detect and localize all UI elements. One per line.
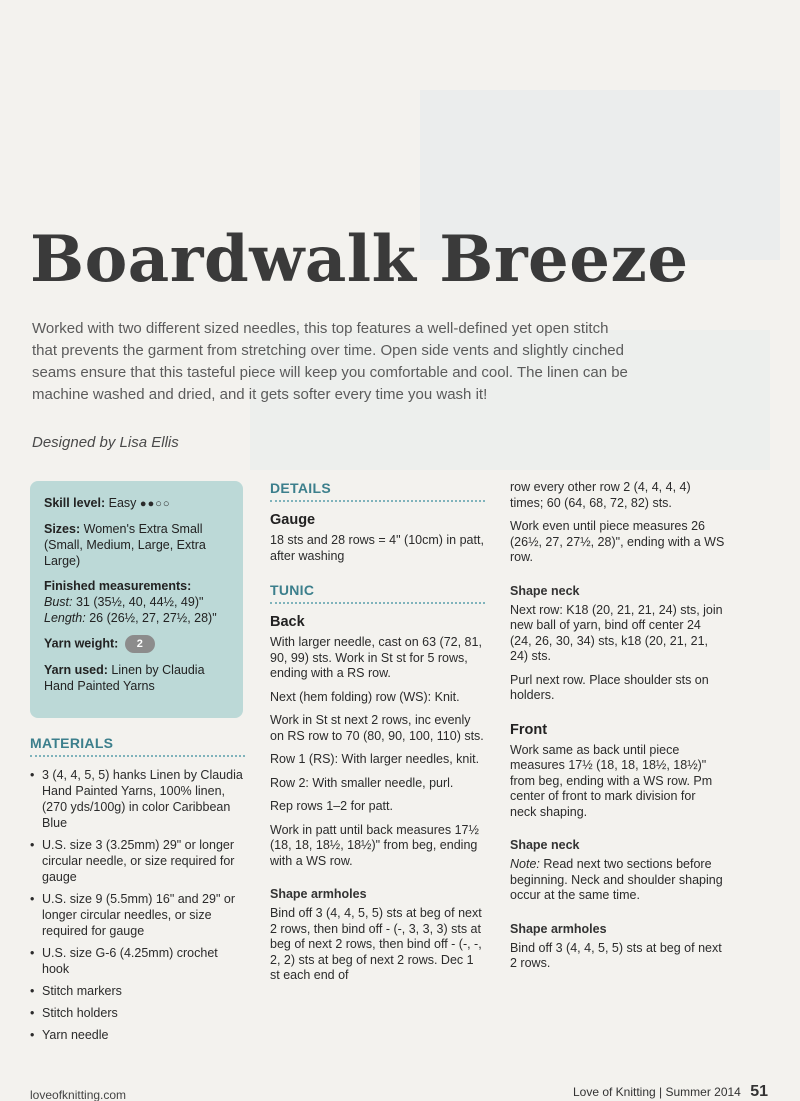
designer-credit: Designed by Lisa Ellis [32, 434, 179, 451]
continued-text: row every other row 2 (4, 4, 4, 4) times; 60 (64, 68, 72, 82) sts. [510, 480, 691, 510]
shape-armholes-heading: Shape armholes [270, 887, 367, 901]
bust-label: Bust: [44, 595, 73, 609]
bust-value: 31 (35½, 40, 44½, 49)" [75, 595, 204, 609]
back-paragraph: Row 1 (RS): With larger needles, knit. [270, 752, 480, 766]
list-item: • Yarn needle [30, 1027, 245, 1043]
length-measurement [44, 610, 231, 626]
skill-level-dots: ●●○○ [139, 498, 171, 510]
back-paragraph: Work in patt until back measures 17½ (18, 18, 18½, 18½)" from beg, ending with a WS row. [270, 822, 479, 868]
back-paragraph: Rep rows 1–2 for patt. [270, 799, 393, 813]
details-heading: DETAILS [270, 480, 485, 502]
shape-neck-paragraph: Next row: K18 (20, 21, 21, 24) sts, join new ball of yarn, bind off center 24 (24, 26, 30, 34) sts, k18 (20, 21, 21, 24) sts. [510, 602, 723, 663]
footer-credit [573, 1083, 768, 1101]
gauge-text: 18 sts and 28 rows = 4" (10cm) in patt, after washing [270, 533, 484, 563]
shape-armholes-text: Bind off 3 (4, 4, 5, 5) sts at beg of next 2 rows, then bind off - (-, 3, 3, 3) sts at beg of next 2 rows, then bind off - (-, -, 2, 2) sts at beg of next 2 rows. Dec 1 st each end of [270, 906, 482, 982]
list-item: • Stitch markers [30, 983, 245, 999]
pattern-continued-column [510, 480, 725, 980]
yarn-used-value: Linen by Claudia Hand Painted Yarns [44, 663, 205, 693]
back-paragraph: Work in St st next 2 rows, inc evenly on RS row to 70 (80, 90, 100, 110) sts. [270, 713, 484, 743]
pattern-info-box [30, 481, 243, 718]
skill-level-row [44, 495, 231, 512]
yarn-weight-row [44, 635, 231, 653]
note-paragraph [510, 857, 725, 904]
yarn-used-row [44, 662, 231, 694]
list-item: • U.S. size G-6 (4.25mm) crochet hook [30, 945, 245, 977]
front-heading: Front [510, 721, 548, 738]
skill-level-value: Easy [108, 496, 137, 510]
length-label: Length: [44, 611, 86, 625]
bust-measurement [44, 594, 231, 610]
back-paragraph: Next (hem folding) row (WS): Knit. [270, 689, 460, 704]
shape-armholes-heading-2: Shape armholes [510, 921, 607, 936]
page-number: 51 [750, 1083, 768, 1100]
sizes-row [44, 521, 231, 569]
finished-measurements-label: Finished measurements: [44, 579, 192, 593]
details-column [270, 480, 485, 992]
gauge-heading: Gauge [270, 512, 316, 528]
front-text: Work same as back until piece measures 17½ (18, 18, 18½, 18½)" from beg, ending with a WS row. Pm center of front to mark division for neck shaping. [510, 742, 713, 819]
materials-list [30, 767, 245, 1043]
list-item: • Stitch holders [30, 1005, 245, 1021]
shape-neck-heading: Shape neck [510, 583, 580, 598]
materials-heading: MATERIALS [30, 735, 245, 757]
back-paragraph: With larger needle, cast on 63 (72, 81, 90, 99) sts. Work in St st for 5 rows, ending with a RS row. [270, 635, 482, 680]
note-label: Note: [510, 857, 540, 871]
article-intro: Worked with two different sized needles, this top features a well-defined yet open stitch that prevents the garment from stretching over time. Open side vents and slightly cinched seams ensure that this tasteful piece will keep you comfortable and cool. The linen can be machine washed and dried, and it gets softer every time you wash it! [32, 320, 628, 403]
yarn-weight-label: Yarn weight: [44, 636, 119, 651]
list-item: • U.S. size 9 (5.5mm) 16" and 29" or longer circular needles, or size required for gauge [30, 891, 245, 939]
shape-neck-paragraph: Purl next row. Place shoulder sts on holders. [510, 672, 709, 702]
list-item: • 3 (4, 4, 5, 5) hanks Linen by Claudia Hand Painted Yarns, 100% linen, (270 yds/100g) in color Caribbean Blue [30, 767, 245, 831]
finished-measurements-row [44, 578, 231, 626]
yarn-weight-icon: 2 [125, 635, 155, 653]
sizes-value: Women's Extra Small (Small, Medium, Large, Extra Large) [44, 522, 206, 568]
shape-armholes-text-2: Bind off 3 (4, 4, 5, 5) sts at beg of next 2 rows. [510, 940, 722, 970]
list-item: • U.S. size 3 (3.25mm) 29" or longer circular needle, or size required for gauge [30, 837, 245, 885]
article-title: Boardwalk Breeze [30, 222, 689, 297]
shape-neck-heading-2: Shape neck [510, 838, 580, 852]
tunic-heading: TUNIC [270, 582, 485, 604]
length-value: 26 (26½, 27, 27½, 28)" [89, 611, 217, 625]
footer-website: loveofknitting.com [30, 1088, 127, 1101]
skill-level-label: Skill level: [44, 496, 106, 510]
note-text: Read next two sections before beginning. Neck and shoulder shaping occur at the same time. [510, 857, 723, 902]
back-heading: Back [270, 614, 305, 630]
back-paragraph: Row 2: With smaller needle, purl. [270, 775, 454, 790]
footer-magazine: Love of Knitting | Summer 2014 [572, 1085, 741, 1099]
yarn-used-label: Yarn used: [44, 663, 108, 677]
sizes-label: Sizes: [44, 522, 81, 536]
materials-section [30, 735, 245, 1049]
work-even-text: Work even until piece measures 26 (26½, 27, 27½, 28)", ending with a WS row. [510, 519, 725, 564]
